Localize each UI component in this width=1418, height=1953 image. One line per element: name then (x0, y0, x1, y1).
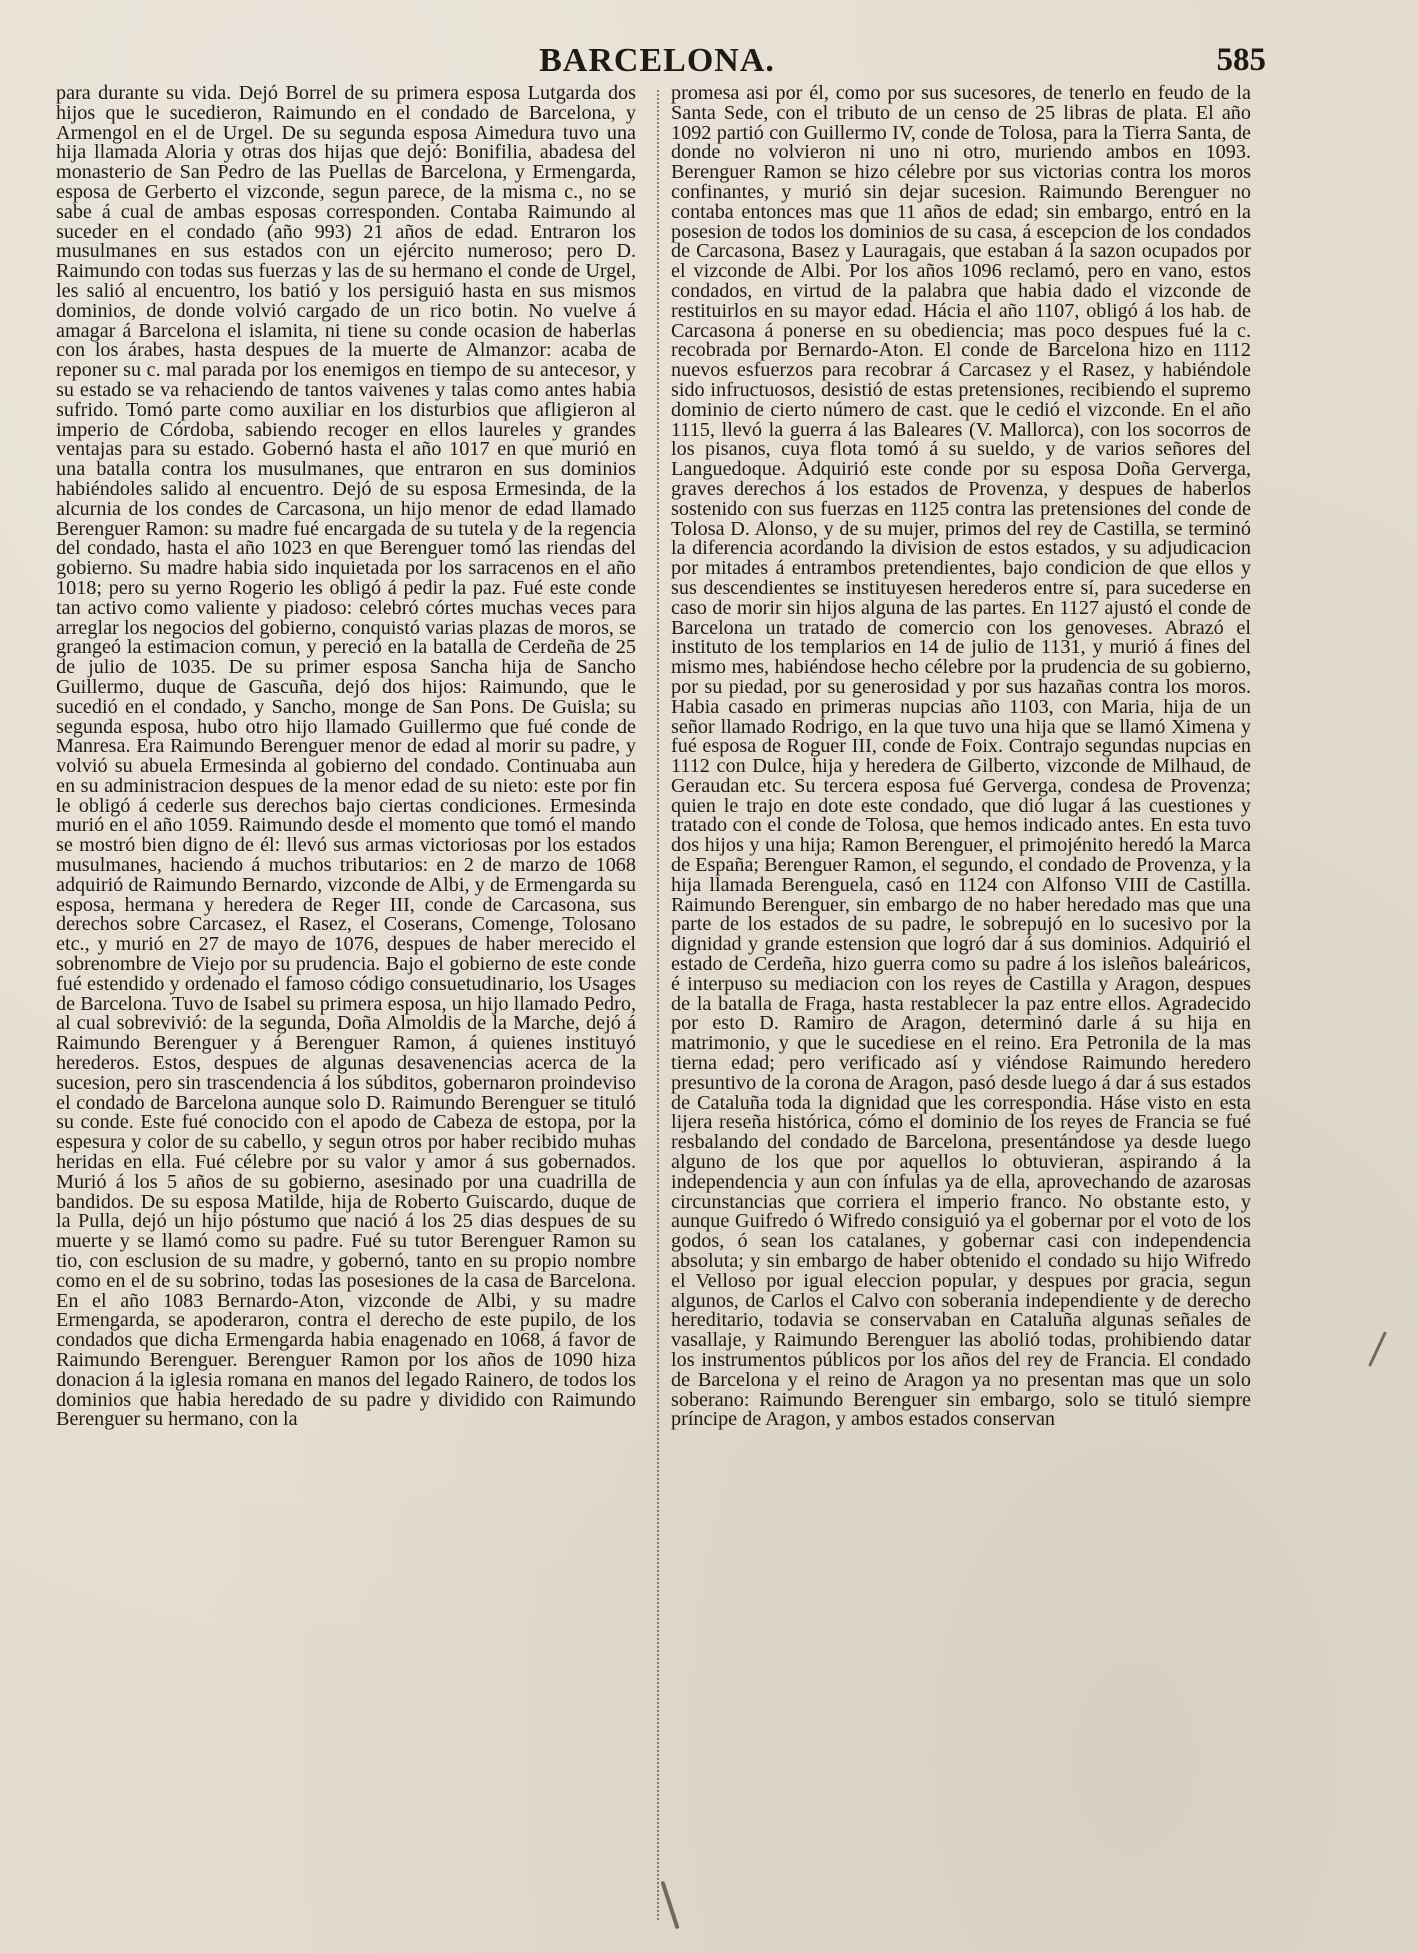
page-number: 585 (1216, 42, 1266, 78)
ink-mark (1368, 1331, 1387, 1367)
column-divider (657, 90, 659, 1920)
left-column-text: para durante su vida. Dejó Borrel de su primera esposa Lutgarda dos hijos que le sucedieron, Raimundo en el condado de Barcelona, y Armengol en el de Urgel. De su segunda esposa Aimedura tuvo una hija llamada Aloria y otras dos hijas que dejó: Bonifilia, abadesa del monasterio de San Pedro de las Puellas de Barcelona, y Ermengarda, esposa de Gerberto el vizconde, segun parece, de la misma c., no se sabe á cual de ambas esposas corresponden. Contaba Raimundo al suceder en el condado (año 993) 21 años de edad. Entraron los musulmanes en sus estados con un ejército numeroso; pero D. Raimundo con todas sus fuerzas y las de su hermano el conde de Urgel, les salió al encuentro, los batió y los persiguió hasta en sus mismos dominios, de donde volvió cargado de un rico botin. No vuelve á amagar á Barcelona el islamita, ni tiene su conde ocasion de haberlas con los árabes, hasta despues de la muerte de Almanzor: acaba de reponer su c. mal parada por los enemigos en tiempo de su antecesor, y su estado se va rehaciendo de tantos vaivenes y talas como antes habia sufrido. Tomó parte como auxiliar en los disturbios que afligieron al imperio de Córdoba, sabiendo recoger en ellos laureles y grandes ventajas para su estado. Gobernó hasta el año 1017 en que murió en una batalla contra los musulmanes, que entraron en sus dominios habiéndoles salido al encuentro. Dejó de su esposa Ermesinda, de la alcurnia de los condes de Carcasona, un hijo menor de edad llamado Berenguer Ramon: su madre fué encargada de su tutela y de la regencia del condado, hasta el año 1023 en que Berenguer tomó las riendas del gobierno. Su madre habia sido inquietada por los sarracenos en el año 1018; pero su yerno Rogerio les obligó á pedir la paz. Fué este conde tan activo como valiente y piadoso: celebró córtes muchas veces para arreglar los negocios del gobierno, conquistó varias plazas de moros, se grangeó la estimacion comun, y pereció en la batalla de Cerdeña de 25 de julio de 1035. De su primer esposa Sancha hija de Sancho Guillermo, duque de Gascuña, dejó dos hijos: Raimundo, que le sucedió en el condado, y Sancho, monge de San Pons. De Guisla; su segunda esposa, hubo otro hijo llamado Guillermo que fué conde de Manresa. Era Raimundo Berenguer menor de edad al morir su padre, y volvió su abuela Ermesinda al gobierno del condado. Continuaba aun en su administracion despues de la menor edad de su nieto: este por fin le obligó á cederle sus derechos bajo ciertas condiciones. Ermesinda murió en el año 1059. Raimundo desde el momento que tomó el mando se mostró bien digno de él: llevó sus armas victoriosas por los estados musulmanes, haciendo á muchos tributarios: en 2 de marzo de 1068 adquirió de Raimundo Bernardo, vizconde de Albi, y de Ermengarda su esposa, hermana y heredera de Reger III, conde de Carcasona, sus derechos sobre Carcasez, el Rasez, el Coserans, Comenge, Tolosano etc., y murió en 27 de mayo de 1076, despues de haber merecido el sobrenombre de Viejo por su prudencia. Bajo el gobierno de este conde fué estendido y ordenado el famoso código consuetudinario, los Usages de Barcelona. Tuvo de Isabel su primera esposa, un hijo llamado Pedro, al cual sobrevivió: de la segunda, Doña Almoldis de la Marche, dejó á Raimundo Berenguer y á Berenguer Ramon, á quienes instituyó herederos. Estos, despues de algunas desavenencias acerca de la sucesion, pero sin trascendencia á los súbditos, gobernaron proindeviso el condado de Barcelona aunque solo D. Raimundo Berenguer se tituló su conde. Este fué conocido con el apodo de Cabeza de estopa, por la espesura y color de su cabello, y segun otros por haber recibido muhas heridas en ella. Fué célebre por su valor y amor á sus gobernados. Murió á los 5 años de su gobierno, asesinado por una cuadrilla de bandidos. De su esposa Matilde, hija de Roberto Guiscardo, duque de la Pulla, dejó un hijo póstumo que nació á los 25 dias despues de su muerte y se llamó como su padre. Fué su tutor Berenguer Ramon su tio, con esclusion de su madre, y gobernó, tanto en su propio nombre como en el de su sobrino, todas las posesiones de la casa de Barcelona. En el año 1083 Bernardo-Aton, vizconde de Albi, y su madre Ermengarda, se apoderaron, contra el derecho de este pupilo, de los condados que dicha Ermengarda habia enagenado en 1068, á favor de Raimundo Berenguer. Berenguer Ramon por los años de 1090 hiza donacion á la iglesia romana en manos del legado Rainero, de todos los dominios que habia heredado de su padre y dividido con Raimundo Berenguer su hermano, con la (56, 84, 636, 1431)
page-title: BARCELONA. (539, 42, 775, 79)
left-column (56, 84, 636, 1930)
running-head (56, 42, 1266, 82)
text-columns (56, 84, 1256, 1930)
right-column (671, 84, 1251, 1930)
right-column-text: promesa asi por él, como por sus sucesores, de tenerlo en feudo de la Santa Sede, con el tributo de un censo de 25 libras de plata. El año 1092 partió con Guillermo IV, conde de Tolosa, para la Tierra Santa, de donde no volvieron ni uno ni otro, muriendo ambos en 1093. Berenguer Ramon se hizo célebre por sus victorias contra los moros confinantes, y murió sin dejar sucesion. Raimundo Berenguer no contaba entonces mas que 11 años de edad; sin embargo, entró en la posesion de todos los dominios de su casa, á escepcion de los condados de Carcasona, Basez y Lauragais, que estaban á la sazon ocupados por el vizconde de Albi. Por los años 1096 reclamó, pero en vano, estos condados, en virtud de la palabra que habia dado el vizconde de restituirlos en su mayor edad. Hácia el año 1107, obligó á los hab. de Carcasona á ponerse en su obediencia; mas poco despues fué la c. recobrada por Bernardo-Aton. El conde de Barcelona hizo en 1112 nuevos esfuerzos para recobrar á Carcasez y el Rasez, y habiéndole sido infructuosos, desistió de estas pretensiones, recibiendo el supremo dominio de cierto número de cast. que le cedió el vizconde. En el año 1115, llevó la guerra á las Baleares (V. Mallorca), con los socorros de los pisanos, cuya flota tomó á su sueldo, y de varios señores del Languedoque. Adquirió este conde por su esposa Doña Gerverga, graves derechos á los estados de Provenza, y despues de haberlos sostenido con sus fuerzas en 1125 contra las pretensiones del conde de Tolosa D. Alonso, y de su mujer, primos del rey de Castilla, se terminó la diferencia acordando la division de estos estados, y su adjudicacion por mitades á entrambos pretendientes, bajo condicion de que ellos y sus descendientes se instituyesen herederos entre sí, para sucederse en caso de morir sin hijos alguna de las partes. En 1127 ajustó el conde de Barcelona un tratado de comercio con los genoveses. Abrazó el instituto de los templarios en 14 de julio de 1131, y murió á fines del mismo mes, habiéndose hecho célebre por la prudencia de su gobierno, por su piedad, por su generosidad y por sus hazañas contra los moros. Habia casado en primeras nupcias año 1103, con Maria, hija de un señor llamado Rodrigo, en la que tuvo una hija que se llamó Ximena y fué esposa de Roguer III, conde de Foix. Contrajo segundas nupcias en 1112 con Dulce, hija y heredera de Gilberto, vizconde de Milhaud, de Geraudan etc. Su tercera esposa fué Gerverga, condesa de Provenza; quien le trajo en dote este condado, que dió lugar á las cuestiones y tratado con el conde de Tolosa, que hemos indicado antes. En esta tuvo dos hijos y una hija; Ramon Berenguer, el primojénito heredó la Marca de España; Berenguer Ramon, el segundo, el condado de Provenza, y la hija llamada Berenguela, casó en 1124 con Alfonso VIII de Castilla. Raimundo Berenguer, sin embargo de no haber heredado mas que una parte de los estados de su padre, le sobrepujó en lo sucesivo por la dignidad y grande estension que logró dar á sus dominios. Adquirió el estado de Cerdeña, hizo guerra como su padre á los isleños baleáricos, é interpuso su mediacion con los reyes de Castilla y Aragon, despues de la batalla de Fraga, hasta restablecer la paz entre ellos. Agradecido por esto D. Ramiro de Aragon, determinó darle á su hija en matrimonio, y que le sucediese en el reino. Era Petronila de la mas tierna edad; pero verificado así y viéndose Raimundo heredero presuntivo de la corona de Aragon, pasó desde luego á dar á sus estados de Cataluña toda la dignidad que les correspondia. Háse visto en esta lijera reseña histórica, cómo el dominio de los reyes de Francia se fué resbalando del condado de Barcelona, presentándose ya desde luego alguno de los que por aquellos lo obtuvieran, aspirando á la independencia y aun con ínfulas ya de ella, aprovechando de azarosas circunstancias que corriera el imperio franco. No obstante esto, y aunque Guifredo ó Wifredo consiguió ya el gobernar por el voto de los godos, ó sean los catalanes, y gobernar casi con independencia absoluta; y sin embargo de haber obtenido el condado su hijo Wifredo el Velloso por igual eleccion popular, y despues por gracia, segun algunos, de Carlos el Calvo con soberania independiente y de derecho hereditario, todavia se conservaban en Cataluña algunas señales de vasallaje, y Raimundo Berenguer las abolió todas, prohibiendo datar los instrumentos públicos por los años del rey de Francia. El condado de Barcelona y el reino de Aragon ya no presentan mas que un solo soberano: Raimundo Berenguer sin embargo, solo se tituló siempre príncipe de Aragon, y ambos estados conservan (671, 84, 1251, 1431)
